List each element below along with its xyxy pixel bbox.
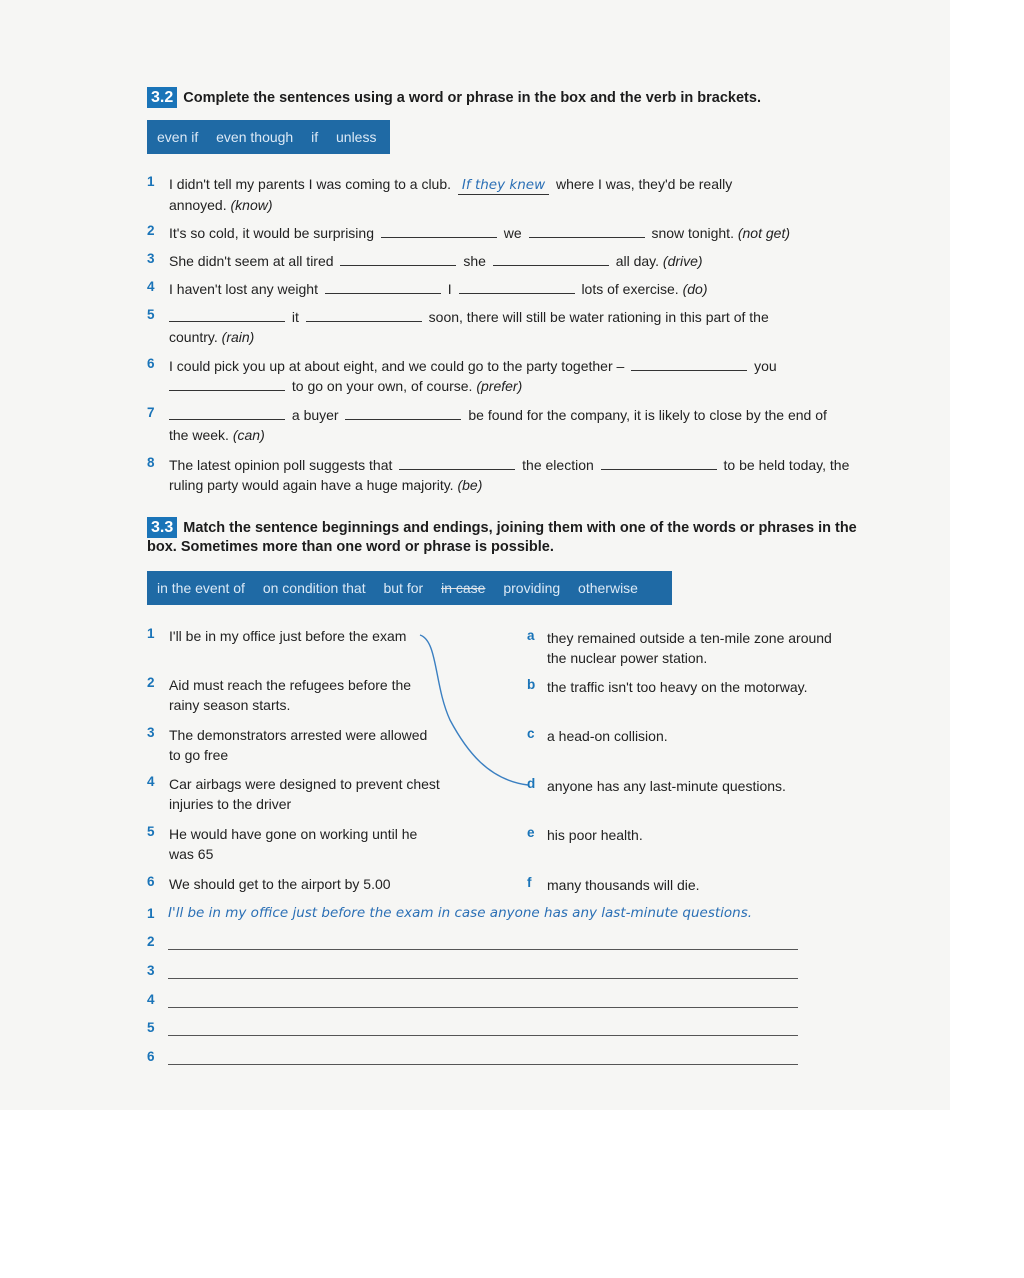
word-option: providing	[503, 580, 561, 596]
word-option: even though	[216, 129, 294, 145]
verb-hint: (can)	[232, 427, 265, 443]
sentence-item	[169, 279, 859, 299]
sentence-text: be found for the company, it is likely to close by the end of	[468, 407, 827, 423]
answer-number: 3	[147, 963, 155, 978]
sentence-item	[169, 356, 859, 396]
sentence-text: we	[503, 225, 522, 241]
ending-letter: b	[527, 677, 536, 692]
sentence-text: the nuclear power station.	[547, 650, 708, 666]
answer-blank[interactable]	[340, 251, 456, 266]
sentence-text: The demonstrators arrested were allowed	[169, 727, 428, 743]
sentence-text: I could pick you up at about eight, and we could go to the party together –	[169, 358, 625, 374]
sentence-text: I'll be in my office just before the exam	[169, 628, 407, 644]
sentence-beginning	[169, 874, 469, 894]
sentence-text: you	[754, 358, 777, 374]
word-option: on condition that	[262, 580, 366, 596]
sentence-text: was 65	[169, 846, 214, 862]
sentence-beginning	[169, 824, 469, 864]
sentence-text: She didn't seem at all tired	[169, 253, 334, 269]
sentence-item	[169, 405, 859, 445]
sentence-text: anyone has any last-minute questions.	[547, 778, 786, 794]
match-line-1-d	[410, 625, 540, 795]
sentence-text: We should get to the airport by 5.00	[169, 876, 391, 892]
sentence-text: a buyer	[291, 407, 339, 423]
beginning-number: 6	[147, 874, 155, 889]
ending-letter: a	[527, 628, 535, 643]
answer-blank[interactable]	[399, 455, 515, 470]
answer-number: 1	[147, 906, 155, 921]
sentence-text: I haven't lost any weight	[169, 281, 318, 297]
verb-hint: (prefer)	[476, 378, 523, 394]
answer-blank[interactable]	[325, 279, 441, 294]
sentence-item	[169, 307, 859, 347]
answer-line[interactable]	[168, 978, 798, 979]
sentence-text: his poor health.	[547, 827, 643, 843]
sentence-ending	[547, 628, 867, 668]
sentence-ending	[547, 875, 867, 895]
sentence-text: country.	[169, 329, 218, 345]
sentence-text: I	[447, 281, 452, 297]
sentence-text: to be held today, the	[723, 457, 850, 473]
answer-blank[interactable]	[601, 455, 717, 470]
beginning-number: 1	[147, 626, 155, 641]
exercise-number: 3.3	[147, 517, 177, 538]
verb-hint: (do)	[682, 281, 708, 297]
sentence-text: snow tonight.	[651, 225, 734, 241]
sentence-item	[169, 455, 869, 495]
answer-line[interactable]	[168, 1064, 798, 1065]
answer-line[interactable]	[168, 1007, 798, 1008]
sentence-text: rainy season starts.	[169, 697, 291, 713]
item-number: 3	[147, 251, 155, 266]
item-number: 5	[147, 307, 155, 322]
exercise-instruction: Complete the sentences using a word or phrase in the box and the verb in brackets.	[183, 90, 761, 106]
sentence-text: the traffic isn't too heavy on the motorway.	[547, 679, 808, 695]
sentence-ending	[547, 726, 867, 746]
answer-line[interactable]	[168, 1035, 798, 1036]
sentence-text: all day.	[615, 253, 660, 269]
sentence-text: ruling party would again have a huge majority.	[169, 477, 454, 493]
word-option: but for	[383, 580, 424, 596]
sentence-ending	[547, 776, 867, 796]
item-number: 2	[147, 223, 155, 238]
verb-hint: (not get)	[737, 225, 790, 241]
sentence-ending	[547, 825, 867, 845]
sentence-text: she	[463, 253, 486, 269]
item-number: 6	[147, 356, 155, 371]
sentence-item	[169, 174, 859, 215]
sentence-text: Car airbags were designed to prevent chest	[169, 776, 440, 792]
answer-blank[interactable]	[306, 307, 422, 322]
item-number: 7	[147, 405, 155, 420]
sentence-text: He would have gone on working until he	[169, 826, 418, 842]
answer-blank[interactable]	[169, 376, 285, 391]
exercise-3-2-heading	[147, 87, 761, 108]
sentence-item	[169, 251, 859, 271]
answer-number: 4	[147, 992, 155, 1007]
verb-hint: (know)	[230, 197, 273, 213]
item-number: 4	[147, 279, 155, 294]
verb-hint: (rain)	[221, 329, 255, 345]
sentence-text: many thousands will die.	[547, 877, 700, 893]
beginning-number: 5	[147, 824, 155, 839]
sentence-text: the week.	[169, 427, 229, 443]
answer-number: 5	[147, 1020, 155, 1035]
answer-blank[interactable]	[169, 307, 285, 322]
answer-blank[interactable]	[529, 223, 645, 238]
beginning-number: 3	[147, 725, 155, 740]
answer-filled[interactable]: If they knew	[458, 176, 549, 195]
sentence-text: where I was, they'd be really	[556, 176, 733, 192]
sentence-text: it	[291, 309, 299, 325]
sentence-item	[169, 223, 859, 243]
sentence-text: annoyed.	[169, 197, 227, 213]
answer-blank[interactable]	[493, 251, 609, 266]
ending-letter: e	[527, 825, 535, 840]
verb-hint: (drive)	[662, 253, 703, 269]
sentence-text: The latest opinion poll suggests that	[169, 457, 393, 473]
sentence-text: It's so cold, it would be surprising	[169, 225, 374, 241]
exercise-number: 3.2	[147, 87, 177, 108]
word-box-3-2	[147, 120, 390, 154]
ending-letter: c	[527, 726, 535, 741]
exercise-instruction: Match the sentence beginnings and endings, joining them with one of the words or phrases in the	[183, 520, 857, 536]
sentence-text: to go free	[169, 747, 229, 763]
word-box-3-3	[147, 571, 672, 605]
sentence-text: the election	[522, 457, 594, 473]
word-option: unless	[336, 129, 377, 145]
sentence-text: to go on your own, of course.	[291, 378, 473, 394]
word-option: if	[311, 129, 319, 145]
answer-blank[interactable]	[345, 405, 461, 420]
answer-line[interactable]	[168, 949, 798, 950]
answer-blank[interactable]	[381, 223, 497, 238]
word-option-crossed-out: in case	[441, 580, 486, 596]
word-option: in the event of	[157, 580, 245, 596]
word-option: even if	[157, 129, 199, 145]
item-number: 1	[147, 174, 155, 189]
answer-number: 6	[147, 1049, 155, 1064]
sentence-text: they remained outside a ten-mile zone around	[547, 630, 832, 646]
sentence-text: I didn't tell my parents I was coming to a club.	[169, 176, 452, 192]
answer-blank[interactable]	[631, 356, 747, 371]
sentence-text: injuries to the driver	[169, 796, 292, 812]
beginning-number: 2	[147, 675, 155, 690]
answer-number: 2	[147, 934, 155, 949]
verb-hint: (be)	[457, 477, 483, 493]
beginning-number: 4	[147, 774, 155, 789]
ending-letter: f	[527, 875, 532, 890]
item-number: 8	[147, 455, 155, 470]
word-option: otherwise	[578, 580, 638, 596]
answer-line-1-text[interactable]: I'll be in my office just before the exam in case anyone has any last-minute questions.	[168, 905, 753, 921]
answer-blank[interactable]	[169, 405, 285, 420]
sentence-text: soon, there will still be water rationing in this part of the	[428, 309, 769, 325]
answer-blank[interactable]	[459, 279, 575, 294]
ending-letter: d	[527, 776, 536, 791]
sentence-text: a head-on collision.	[547, 728, 668, 744]
exercise-instruction: box. Sometimes more than one word or phrase is possible.	[147, 539, 554, 555]
sentence-text: lots of exercise.	[581, 281, 679, 297]
sentence-ending	[547, 677, 867, 697]
sentence-text: Aid must reach the refugees before the	[169, 677, 412, 693]
exercise-3-3-heading	[147, 517, 867, 557]
